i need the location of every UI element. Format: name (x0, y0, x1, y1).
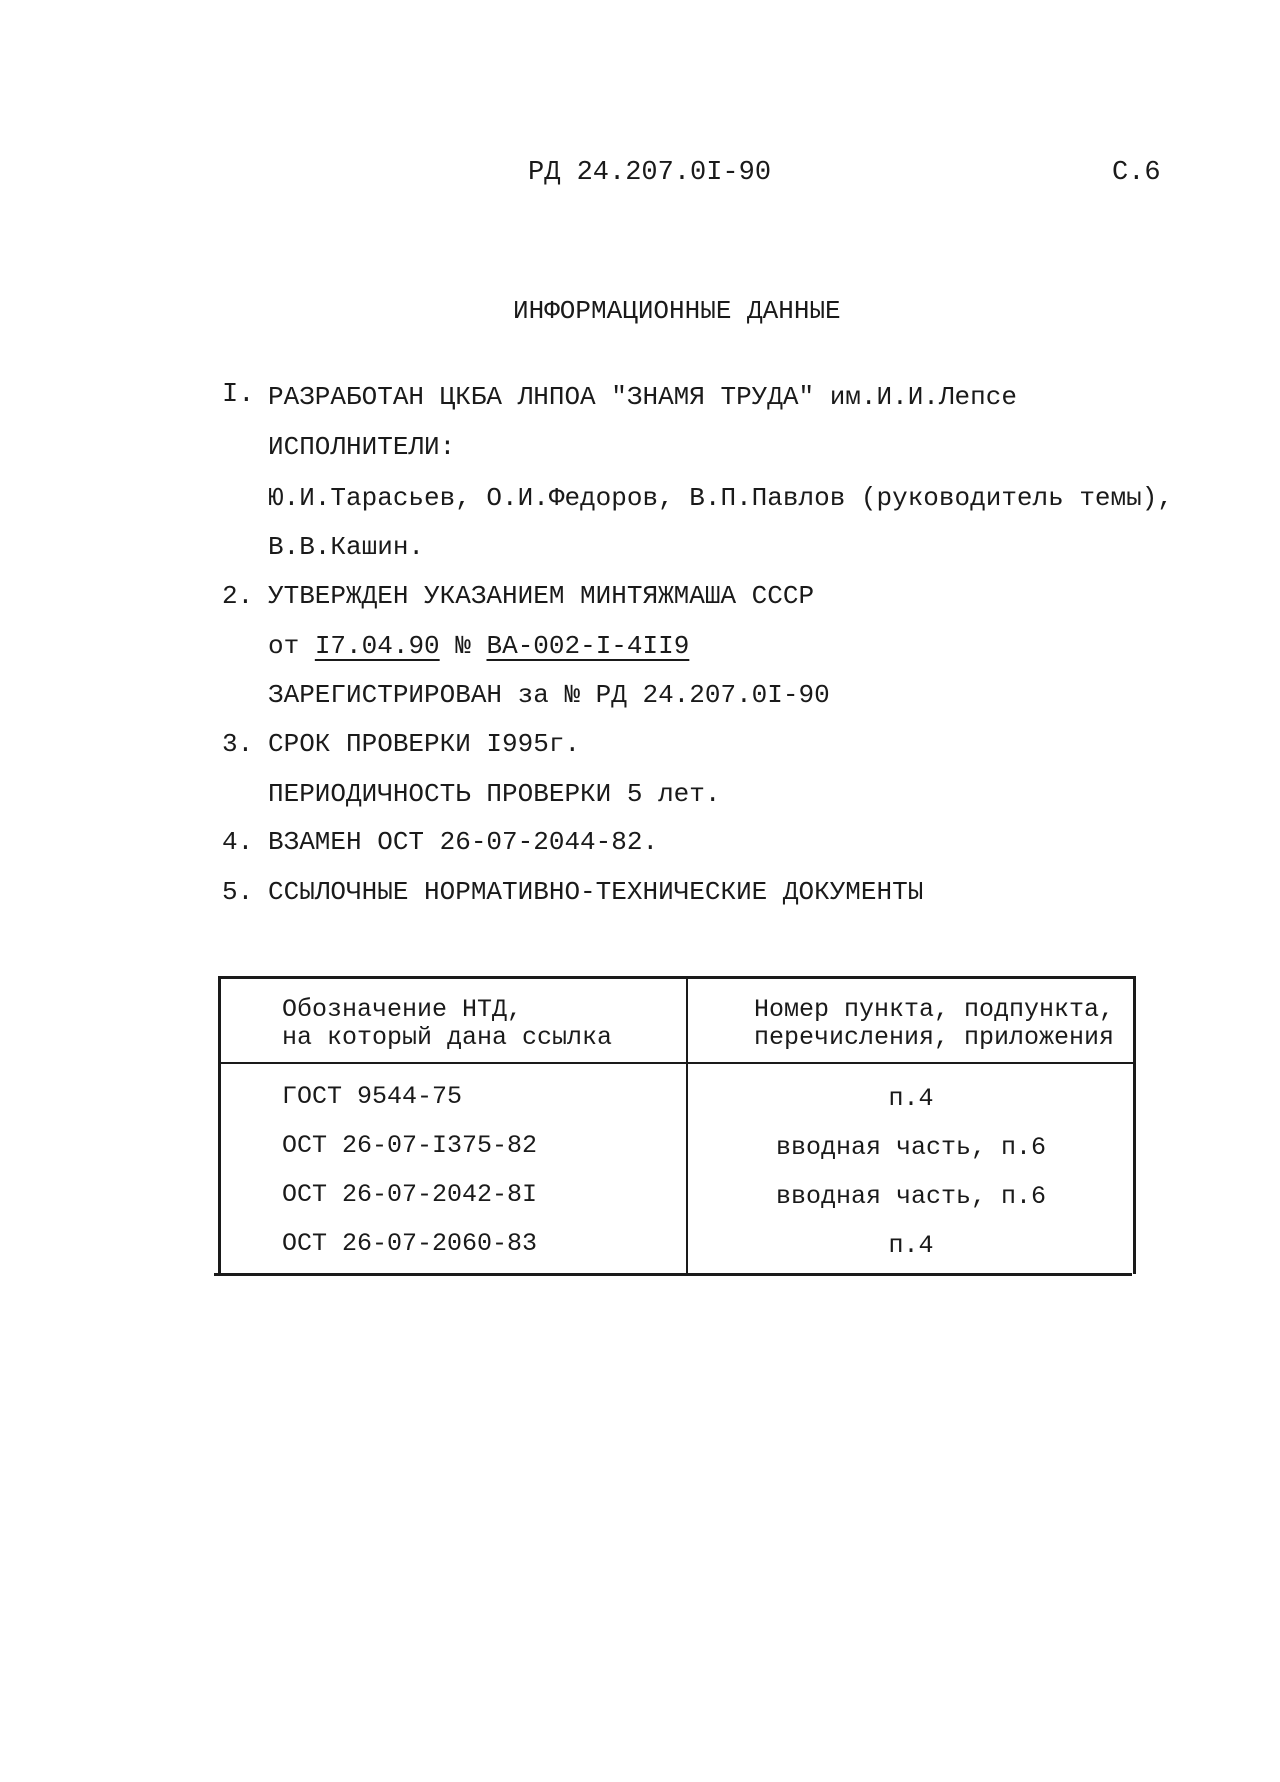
table-row-1-ref: п.4 (888, 1084, 934, 1113)
item-2-approved: УТВЕРЖДЕН УКАЗАНИЕМ МИНТЯЖМАША СССР (268, 581, 815, 611)
table-header-reference-line-2: перечисления, приложения (754, 1023, 1115, 1052)
item-2-decree-line (268, 631, 689, 661)
table-row-4-doc: ОСТ 26-07-2060-83 (282, 1229, 538, 1258)
document-code: РД 24.207.0I-90 (528, 158, 772, 188)
table-right-border (1133, 976, 1136, 1274)
page-number: С.6 (1112, 158, 1161, 188)
table-row-4-ref: п.4 (888, 1231, 934, 1260)
table-bottom-border (214, 1273, 1132, 1276)
table-row-2-doc: ОСТ 26-07-I375-82 (282, 1131, 538, 1160)
item-2-number: 2. (222, 581, 254, 611)
table-row-1-doc: ГОСТ 9544-75 (282, 1082, 463, 1111)
item-4-replaces: ВЗАМЕН ОСТ 26-07-2044-82. (268, 827, 659, 857)
item-3-check-period: ПЕРИОДИЧНОСТЬ ПРОВЕРКИ 5 лет. (268, 779, 721, 809)
table-header-reference-line-1: Номер пункта, подпункта, (754, 995, 1115, 1024)
table-header-reference (754, 996, 1114, 1052)
table-row-2-ref: вводная часть, п.6 (775, 1133, 1047, 1162)
table-left-border (218, 976, 221, 1274)
item-5-number: 5. (222, 877, 254, 907)
table-header-designation-line-1: Обозначение НТД, (282, 995, 523, 1024)
item-2-decree-number: ВА-002-I-4II9 (486, 631, 690, 661)
item-3-check-term: СРОК ПРОВЕРКИ I995г. (268, 729, 581, 759)
item-5-reference-docs: ССЫЛОЧНЫЕ НОРМАТИВНО-ТЕХНИЧЕСКИЕ ДОКУМЕНТЫ (268, 877, 924, 907)
item-2-date: I7.04.90 (314, 631, 440, 661)
page-title: ИНФОРМАЦИОННЫЕ ДАННЫЕ (513, 296, 841, 326)
table-header-designation (282, 996, 612, 1052)
table-row-3-doc: ОСТ 26-07-2042-8I (282, 1180, 538, 1209)
item-4-number: 4. (222, 827, 254, 857)
item-2-registered: ЗАРЕГИСТРИРОВАН за № РД 24.207.0I-90 (268, 680, 830, 710)
item-2-from-label: от (268, 631, 300, 661)
item-1-performers-label: ИСПОЛНИТЕЛИ: (268, 432, 456, 462)
table-row-3-ref: вводная часть, п.6 (775, 1182, 1047, 1211)
table-top-border (218, 976, 1136, 979)
item-1-performers-line-2: В.В.Кашин. (268, 532, 425, 562)
item-1-performers-line-1: Ю.И.Тарасьев, О.И.Федоров, В.П.Павлов (руководитель темы), (268, 483, 1173, 513)
item-2-number-sign: № (455, 631, 471, 661)
item-3-number: 3. (222, 729, 254, 759)
item-1-developer: РАЗРАБОТАН ЦКБА ЛНПОА "ЗНАМЯ ТРУДА" им.И.И.Лепсе (268, 382, 1017, 412)
table-column-divider (686, 976, 688, 1274)
table-header-divider (218, 1062, 1136, 1064)
item-1-number: I. (222, 380, 255, 410)
table-header-designation-line-2: на который дана ссылка (282, 1023, 613, 1052)
